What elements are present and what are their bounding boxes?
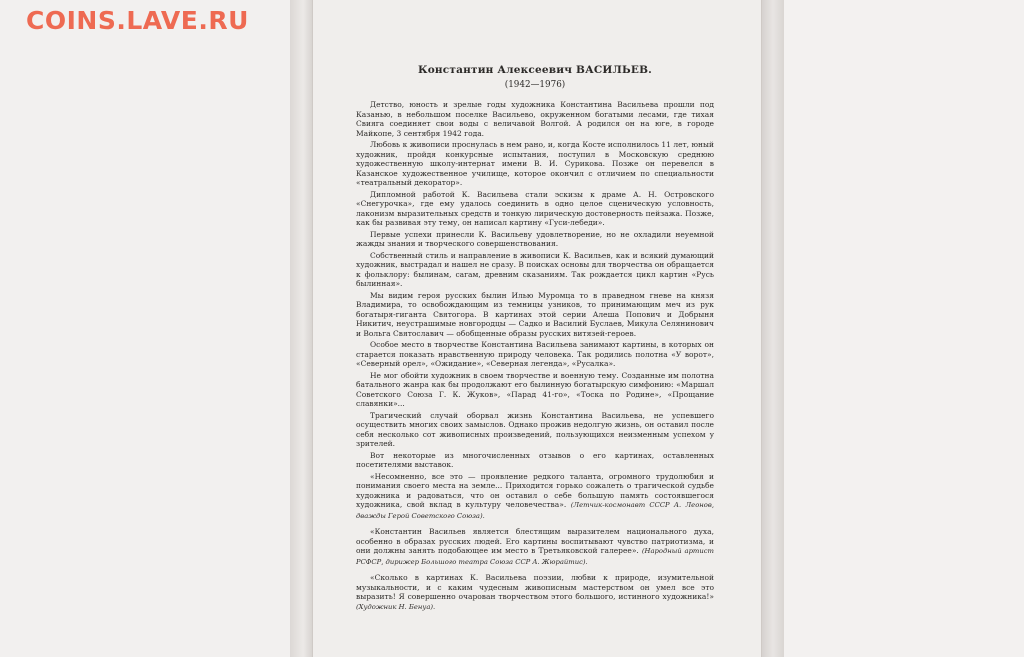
biography-paragraph — [356, 340, 714, 369]
title-name: Константин Алексеевич — [417, 64, 573, 76]
quote-attribution: (Летчик-космонавт СССР А. Леонов, дважды Герой Советского Союза). — [356, 501, 714, 520]
paragraph-text: Детство, юность и зрелые годы художника Константина Васильева прошли под Казанью, в небольшом поселке Васильево, окруженном богатыми лесами, где тихая Свияга соединяет свои воды с величавой Волгой. А родился он на юге, в городе Майкопе, 3 сентября 1942 года. — [356, 100, 714, 138]
paragraph-text: «Константин Васильев является блестящим выразителем национального духа, особенно в образах русских людей. Его картины воспитывают чувство патриотизма, и они должны занять подобающее им место в Третьяковской галерее». — [356, 527, 714, 555]
biography-paragraph — [356, 230, 714, 249]
quote-attribution: (Художник Н. Бенуа). — [356, 602, 436, 611]
leaflet-left-panel — [0, 0, 290, 657]
paragraph-text: Дипломной работой К. Васильева стали эскизы к драме А. Н. Островского «Снегурочка», где ему удалось соединить в одно целое сценическую условность, лаконизм выразительных средств и тонкую лирическую достоверность пейзажа. Позже, как бы развивая эту тему, он написал картину «Гуси-лебеди». — [356, 189, 714, 227]
leaflet-fold-right — [762, 0, 784, 657]
page-title — [356, 64, 714, 76]
biography-paragraph — [356, 140, 714, 188]
paragraph-text: Вот некоторые из многочисленных отзывов о его картинах, оставленных посетителями выставок. — [356, 450, 714, 469]
site-watermark: COINS.LAVE.RU — [26, 6, 249, 35]
paragraph-text: Мы видим героя русских былин Илью Муромца то в праведном гневе на князя Владимира, то освобождающим из темницы узников, то принимающим меч из рук богатыря-гиганта Святогора. В картинах этой серии Алеша Попович и Добрыня Никитич, неустрашимые новгородцы — Садко и Василий Буслаев, Микула Селянинович и Вольга Святославич — обобщенные образы русских витязей-героев. — [356, 290, 714, 338]
paragraph-text: Не мог обойти художник в своем творчестве и военную тему. Созданные им полотна батального жанра как бы продолжают его былинную богатырскую симфонию: «Маршал Советского Союза Г. К. Жуков», «Парад 41-го», «Тоска по Родине», «Прощание славянки»... — [356, 370, 714, 408]
paragraph-text: «Сколько в картинах К. Васильева поэзии, любви к природе, изумительной музыкальности, и с каким чудесным живописным мастерством он умел все это выразить! Я совершенно очарован творчеством этого большого, истинного художника!» — [356, 573, 714, 601]
biography-paragraph — [356, 291, 714, 339]
paragraph-text: Трагический случай оборвал жизнь Константина Васильева, не успевшего осуществить многих своих замыслов. Однако прожив недолгую жизнь, он оставил после себя несколько сот живописных произведений, пользующихся неизменным успехом у зрителей. — [356, 410, 714, 448]
paragraph-text: Первые успехи принесли К. Васильеву удовлетворение, но не охладили неуемной жажды знания и творческого совершенствования. — [356, 229, 714, 248]
quote-attribution: (Народный артист РСФСР, дирижер Большого театра Союза ССР А. Жюрайтис). — [356, 547, 714, 566]
biography-paragraph — [356, 100, 714, 138]
biography-paragraph — [356, 411, 714, 449]
leaflet-right-panel — [784, 0, 1024, 657]
biography-paragraph — [356, 251, 714, 289]
biography-paragraph — [356, 472, 714, 522]
biography-text-block — [356, 64, 714, 614]
biography-paragraph — [356, 371, 714, 409]
biography-paragraph — [356, 451, 714, 470]
paragraph-text: Особое место в творчестве Константина Васильева занимают картины, в которых он старается показать нравственную природу человека. Так родились полотна «У ворот», «Северный орел», «Ожидание», «Северная легенда», «Русалка». — [356, 340, 714, 368]
biography-paragraph — [356, 527, 714, 567]
title-surname: ВАСИЛЬЕВ. — [576, 64, 653, 76]
biography-paragraph — [356, 190, 714, 228]
paragraph-text: «Несомненно, все это — проявление редкого таланта, огромного трудолюбия и понимания своего места на земле... Приходится горько сожалеть о трагической судьбе художника и радоваться, что он оставил о себе большую память состоявшегося художника, свой вклад в культуру человечества». — [356, 471, 714, 509]
paragraph-text: Собственный стиль и направление в живописи К. Васильев, как и всякий думающий художник, выстрадал и нашел не сразу. В поисках основы для творчества он обращается к фольклору: былинам, сагам, древним сказаниям. Так рождается цикл картин «Русь былинная». — [356, 250, 714, 288]
biography-paragraphs — [356, 100, 714, 612]
biography-paragraph — [356, 573, 714, 612]
life-dates: (1942—1976) — [504, 80, 566, 90]
paragraph-text: Любовь к живописи проснулась в нем рано, и, когда Косте исполнилось 11 лет, юный художник, пройдя конкурсные испытания, поступил в Московскую среднюю художественную школу-интернат имени В. И. Сурикова. Позже он перевелся в Казанское художественное училище, которое окончил с отличием по специальности «театральный декоратор». — [356, 140, 714, 187]
leaflet-fold-left — [290, 0, 312, 657]
